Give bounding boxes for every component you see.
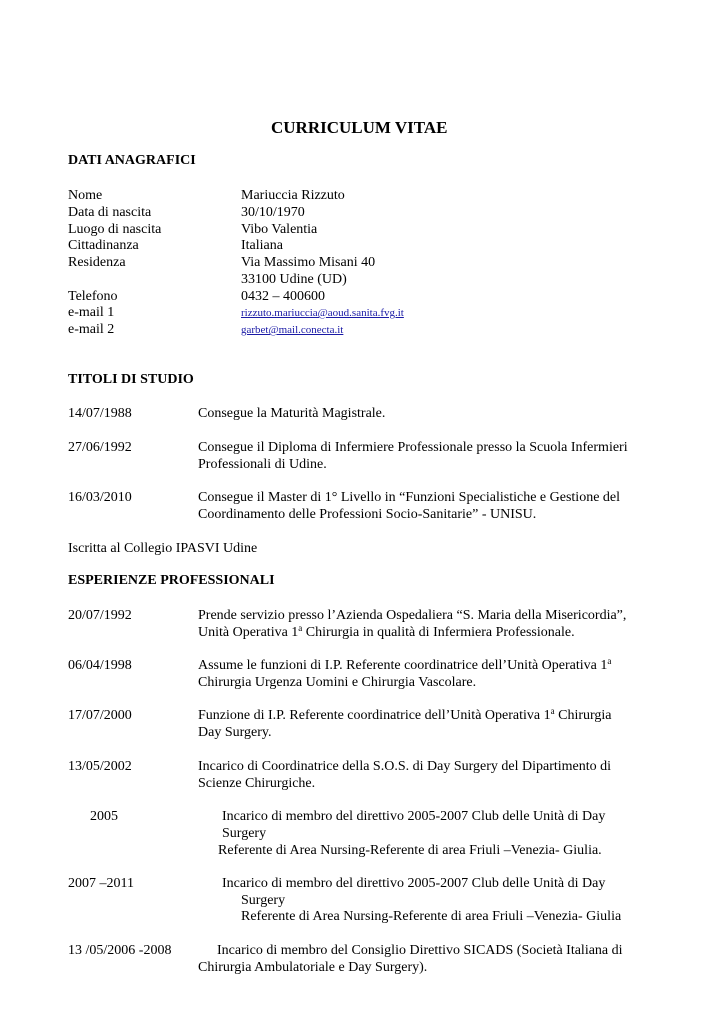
titolo-text-2-line1: Consegue il Diploma di Infermiere Professionale presso la Scuola Infermieri bbox=[198, 440, 628, 455]
label-cittadinanza: Cittadinanza bbox=[68, 238, 139, 253]
esperienza-text-7-line2: Chirurgia Ambulatoriale e Day Surgery). bbox=[198, 960, 428, 975]
titolo-date-3: 16/03/2010 bbox=[68, 490, 132, 505]
value-residenza-line1: Via Massimo Misani 40 bbox=[241, 255, 376, 270]
esperienza-text-2-line2: Chirurgia Urgenza Uomini e Chirurgia Vascolare. bbox=[198, 675, 477, 690]
titolo-text-1: Consegue la Maturità Magistrale. bbox=[198, 406, 386, 421]
esperienza-text-6-line1: Incarico di membro del direttivo 2005-2007 Club delle Unità di Day bbox=[222, 876, 606, 891]
esperienza-text-1-line1: Prende servizio presso l’Azienda Ospedaliera “S. Maria della Misericordia”, bbox=[198, 608, 627, 623]
esperienza-text-7-line1: Incarico di membro del Consiglio Direttivo SICADS (Società Italiana di bbox=[217, 943, 623, 958]
esperienza-date-6: 2007 –2011 bbox=[68, 876, 134, 891]
section-heading-dati: DATI ANAGRAFICI bbox=[68, 153, 196, 168]
email1-link[interactable]: rizzuto.mariuccia@aoud.sanita.fvg.it bbox=[241, 307, 404, 319]
esperienza-date-4: 13/05/2002 bbox=[68, 759, 132, 774]
page-title: CURRICULUM VITAE bbox=[271, 118, 448, 137]
label-luogo-nascita: Luogo di nascita bbox=[68, 222, 162, 237]
esperienza-date-2: 06/04/1998 bbox=[68, 658, 132, 673]
esperienza-text-5-line1: Incarico di membro del direttivo 2005-2007 Club delle Unità di Day bbox=[222, 809, 606, 824]
titolo-text-2-line2: Professionali di Udine. bbox=[198, 457, 327, 472]
section-heading-esperienze: ESPERIENZE PROFESSIONALI bbox=[68, 573, 275, 588]
esperienza-date-1: 20/07/1992 bbox=[68, 608, 132, 623]
esperienza-text-2-line1: Assume le funzioni di I.P. Referente coordinatrice dell’Unità Operativa 1$^a$ bbox=[198, 656, 612, 673]
esperienza-text-5-line2: Surgery bbox=[222, 826, 267, 841]
titolo-date-1: 14/07/1988 bbox=[68, 406, 132, 421]
label-data-nascita: Data di nascita bbox=[68, 205, 152, 220]
esperienza-text-4-line2: Scienze Chirurgiche. bbox=[198, 776, 316, 791]
esperienza-date-5: 2005 bbox=[90, 809, 118, 824]
iscrizione-collegio: Iscritta al Collegio IPASVI Udine bbox=[68, 541, 258, 556]
label-telefono: Telefono bbox=[68, 289, 118, 304]
label-residenza: Residenza bbox=[68, 255, 126, 270]
esperienza-text-4-line1: Incarico di Coordinatrice della S.O.S. di Day Surgery del Dipartimento di bbox=[198, 759, 612, 774]
value-data-nascita: 30/10/1970 bbox=[241, 205, 305, 220]
label-nome: Nome bbox=[68, 188, 103, 203]
esperienza-text-6-line2: Surgery bbox=[241, 893, 286, 908]
value-nome: Mariuccia Rizzuto bbox=[241, 188, 345, 203]
value-telefono: 0432 – 400600 bbox=[241, 289, 325, 304]
esperienza-date-7: 13 /05/2006 -2008 bbox=[68, 943, 172, 958]
section-heading-titoli: TITOLI DI STUDIO bbox=[68, 372, 194, 387]
esperienza-text-6-line3: Referente di Area Nursing-Referente di area Friuli –Venezia- Giulia bbox=[241, 909, 622, 924]
email2-link[interactable]: garbet@mail.conecta.it bbox=[241, 324, 344, 336]
titolo-text-3-line2: Coordinamento delle Professioni Socio-Sanitarie” - UNISU. bbox=[198, 507, 537, 522]
value-residenza-line2: 33100 Udine (UD) bbox=[241, 272, 347, 287]
value-cittadinanza: Italiana bbox=[241, 238, 283, 253]
titolo-text-3-line1: Consegue il Master di 1° Livello in “Funzioni Specialistiche e Gestione del bbox=[198, 490, 621, 505]
esperienza-date-3: 17/07/2000 bbox=[68, 708, 132, 723]
esperienza-text-5-line3: Referente di Area Nursing-Referente di area Friuli –Venezia- Giulia. bbox=[218, 843, 602, 858]
label-email1: e-mail 1 bbox=[68, 305, 115, 320]
esperienza-text-1-line2: Unità Operativa 1$^a$ Chirurgia in qualità di Infermiera Professionale. bbox=[198, 623, 575, 640]
label-email2: e-mail 2 bbox=[68, 322, 115, 337]
value-luogo-nascita: Vibo Valentia bbox=[241, 222, 318, 237]
esperienza-text-3-line2: Day Surgery. bbox=[198, 725, 272, 740]
titolo-date-2: 27/06/1992 bbox=[68, 440, 132, 455]
esperienza-text-3-line1: Funzione di I.P. Referente coordinatrice dell’Unità Operativa 1$^a$ Chirurgia bbox=[198, 706, 612, 723]
